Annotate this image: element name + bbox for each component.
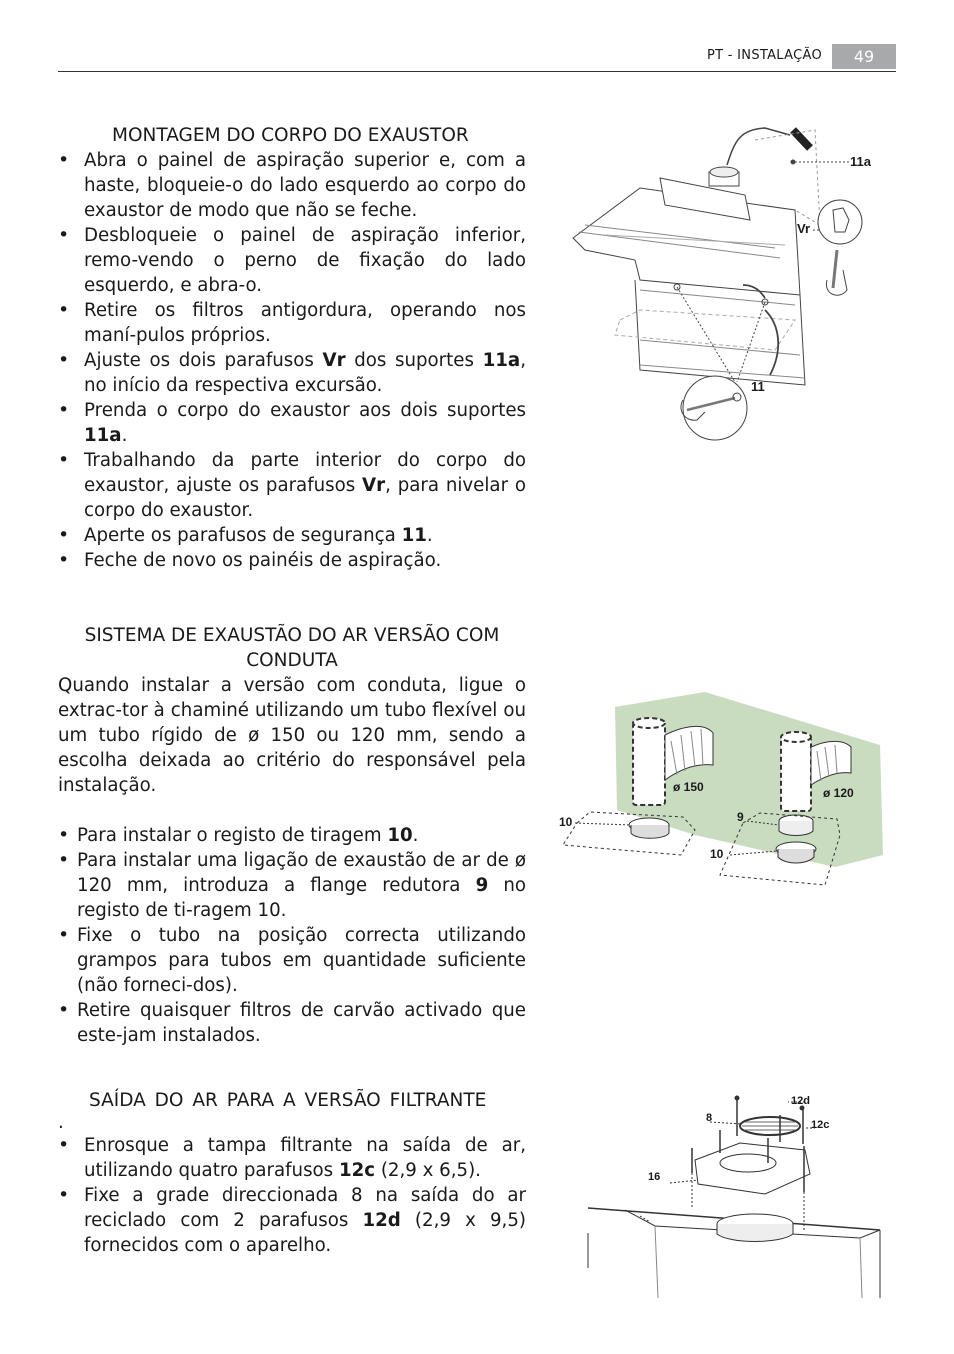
instruction-item — [58, 448, 526, 523]
reference-code: Vr — [322, 350, 346, 371]
fig3-label-8: 8 — [706, 1112, 713, 1124]
fig1-label-vr: Vr — [797, 221, 811, 236]
page-header — [58, 44, 896, 72]
section-title: SAÍDA DO AR PARA A VERSÃO FILTRANTE — [89, 1090, 487, 1111]
fig2-label-10-left: 10 — [559, 815, 573, 829]
reference-code: Vr — [362, 475, 386, 496]
reference-code: 12c — [338, 1160, 376, 1181]
instruction-text: Feche de novo os painéis de aspiração. — [84, 550, 442, 571]
section-intro: Quando instalar a versão com conduta, ligue o extrac-tor à chaminé utilizando um tubo flexível ou um tubo rígido de ø 150 ou 120 mm, sendo a escolha deixada ao critério do responsável pela instalação. — [58, 675, 526, 796]
instruction-text: (2,9 x 9,5) fornecidos com o aparelho. — [84, 1210, 526, 1256]
stray-dot: . — [58, 1112, 64, 1133]
instruction-item — [58, 398, 526, 448]
hood-mounting-illustration — [565, 120, 885, 450]
instruction-text: . — [412, 825, 419, 846]
instruction-item — [58, 1133, 526, 1183]
instruction-text: Desbloqueie o painel de aspiração inferior, remo-vendo o perno de fixação do lado esquerdo, e abra-o. — [84, 225, 526, 296]
instruction-text: Prenda o corpo do exaustor aos dois suportes — [84, 400, 526, 421]
fig1-label-11a: 11a — [850, 154, 871, 169]
filter-cover-illustration — [580, 1088, 890, 1298]
instruction-item — [58, 348, 526, 398]
instruction-item — [58, 998, 526, 1048]
header-section-title: PT - INSTALAÇÃO — [706, 48, 822, 63]
instruction-item — [58, 223, 526, 298]
section-montagem — [58, 123, 526, 573]
section-conduta — [58, 623, 526, 1048]
fig3-label-12d: 12d — [791, 1095, 810, 1107]
reference-code: 9 — [475, 875, 489, 896]
instruction-text: . — [121, 425, 128, 446]
instruction-text: Abra o painel de aspiração superior e, com a haste, bloqueie-o do lado esquerdo ao corpo do exaustor de modo que não se feche. — [84, 150, 526, 221]
instruction-item — [58, 823, 526, 848]
fig3-label-16: 16 — [648, 1171, 661, 1183]
duct-connection-illustration — [555, 685, 885, 895]
instruction-text: (2,9 x 6,5). — [375, 1160, 481, 1181]
reference-code: 11a — [482, 350, 521, 371]
instruction-text: Retire os filtros antigordura, operando nos maní-pulos próprios. — [84, 300, 526, 346]
fig2-label-120: ø 120 — [823, 786, 854, 800]
fig1-label-11: 11 — [751, 379, 765, 394]
reference-code: 11a — [84, 425, 122, 446]
instruction-item — [58, 923, 526, 998]
instruction-item — [58, 298, 526, 348]
figure-duct-connection — [555, 685, 885, 895]
reference-code: 11 — [401, 525, 427, 546]
instruction-text: Fixe a grade direccionada 8 na saída do ar reciclado com 2 parafusos — [84, 1185, 526, 1231]
reference-code: 12d — [362, 1210, 401, 1231]
fig2-label-9: 9 — [737, 810, 744, 824]
figure-hood-mounting — [565, 120, 885, 450]
figure-filter-cover — [580, 1088, 890, 1298]
instruction-list — [58, 823, 526, 1048]
instruction-item — [58, 1183, 526, 1258]
instruction-text: Aperte os parafusos de segurança — [84, 525, 402, 546]
page-number: 49 — [832, 44, 896, 69]
instruction-text: no registo de ti-ragem 10. — [77, 875, 526, 921]
instruction-text: . — [426, 525, 433, 546]
instruction-text: Retire quaisquer filtros de carvão activado que este-jam instalados. — [77, 1000, 526, 1046]
instruction-text: , no início da respectiva excursão. — [84, 350, 526, 396]
instruction-item — [58, 848, 526, 923]
instruction-text: Ajuste os dois parafusos — [84, 350, 323, 371]
instruction-item — [58, 148, 526, 223]
instruction-text: Fixe o tubo na posição correcta utilizando grampos para tubos em quantidade suficiente (não forneci-dos). — [77, 925, 526, 996]
instruction-text: , para nivelar o corpo do exaustor. — [84, 475, 526, 521]
section-filtrante — [58, 1088, 526, 1258]
instruction-text: Enrosque a tampa filtrante na saída de ar, utilizando quatro parafusos — [84, 1135, 526, 1181]
instruction-item — [58, 548, 526, 573]
instruction-text: Para instalar o registo de tiragem — [77, 825, 388, 846]
instruction-list — [58, 148, 526, 573]
reference-code: 10 — [387, 825, 413, 846]
fig2-label-150: ø 150 — [673, 780, 704, 794]
instruction-text: Trabalhando da parte interior do corpo do exaustor, ajuste os parafusos — [84, 450, 526, 496]
fig2-label-10-right: 10 — [710, 847, 724, 861]
section-title: SISTEMA DE EXAUSTÃO DO AR VERSÃO COM CONDUTA — [84, 625, 500, 671]
instruction-text: dos suportes — [345, 350, 483, 371]
instruction-text: Para instalar uma ligação de exaustão de ar de ø 120 mm, introduza a flange redutora — [77, 850, 526, 896]
instruction-item — [58, 523, 526, 548]
section-title: MONTAGEM DO CORPO DO EXAUSTOR — [112, 125, 469, 146]
instruction-list — [58, 1133, 526, 1258]
fig3-label-12c: 12c — [811, 1119, 830, 1131]
